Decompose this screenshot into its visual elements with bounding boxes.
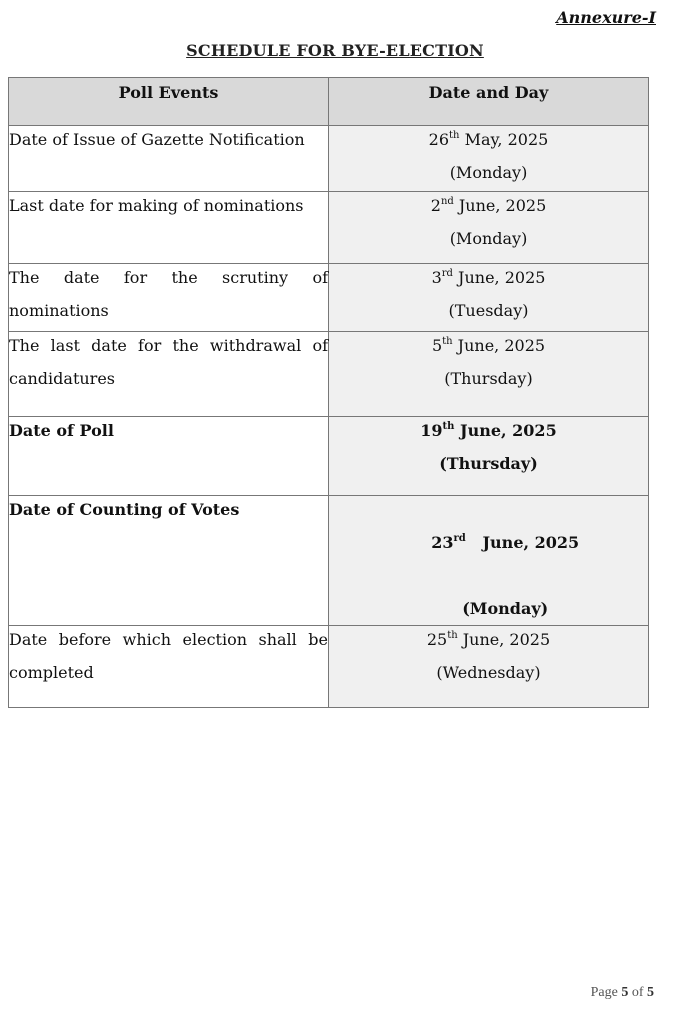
table-header-row bbox=[9, 78, 649, 126]
table-row bbox=[9, 417, 649, 496]
event-cell: Date of Counting of Votes bbox=[9, 496, 329, 626]
table-row bbox=[9, 496, 649, 626]
page-of: of bbox=[631, 985, 644, 1000]
page-current: 5 bbox=[621, 985, 629, 1000]
date-cell: 5th June, 2025 (Thursday) bbox=[329, 332, 649, 417]
table-row bbox=[9, 332, 649, 417]
annexure-label: Annexure-I bbox=[556, 8, 656, 27]
date-cell: 3rd June, 2025 (Tuesday) bbox=[329, 264, 649, 332]
header-poll-events: Poll Events bbox=[9, 78, 329, 126]
table-row bbox=[9, 264, 649, 332]
schedule-table bbox=[8, 77, 649, 708]
table-row bbox=[9, 126, 649, 192]
date-cell: 19th June, 2025 (Thursday) bbox=[329, 417, 649, 496]
page-total: 5 bbox=[647, 985, 654, 1000]
date-cell: 2nd June, 2025 (Monday) bbox=[329, 192, 649, 264]
date-cell: 23rd June, 2025 (Monday) bbox=[329, 496, 649, 626]
page-number bbox=[591, 985, 654, 1001]
event-cell: The last date for the withdrawal of candidatures bbox=[9, 332, 329, 417]
table-row bbox=[9, 192, 649, 264]
event-cell: The date for the scrutiny of nominations bbox=[9, 264, 329, 332]
table-row bbox=[9, 626, 649, 708]
date-cell: 26th May, 2025 (Monday) bbox=[329, 126, 649, 192]
date-cell: 25th June, 2025 (Wednesday) bbox=[329, 626, 649, 708]
event-cell: Date before which election shall be completed bbox=[9, 626, 329, 708]
event-cell: Date of Issue of Gazette Notification bbox=[9, 126, 329, 192]
page-label: Page bbox=[590, 985, 618, 1000]
event-cell: Date of Poll bbox=[9, 417, 329, 496]
header-date-and-day: Date and Day bbox=[329, 78, 649, 126]
event-cell: Last date for making of nominations bbox=[9, 192, 329, 264]
page-title: SCHEDULE FOR BYE-ELECTION bbox=[186, 41, 484, 60]
